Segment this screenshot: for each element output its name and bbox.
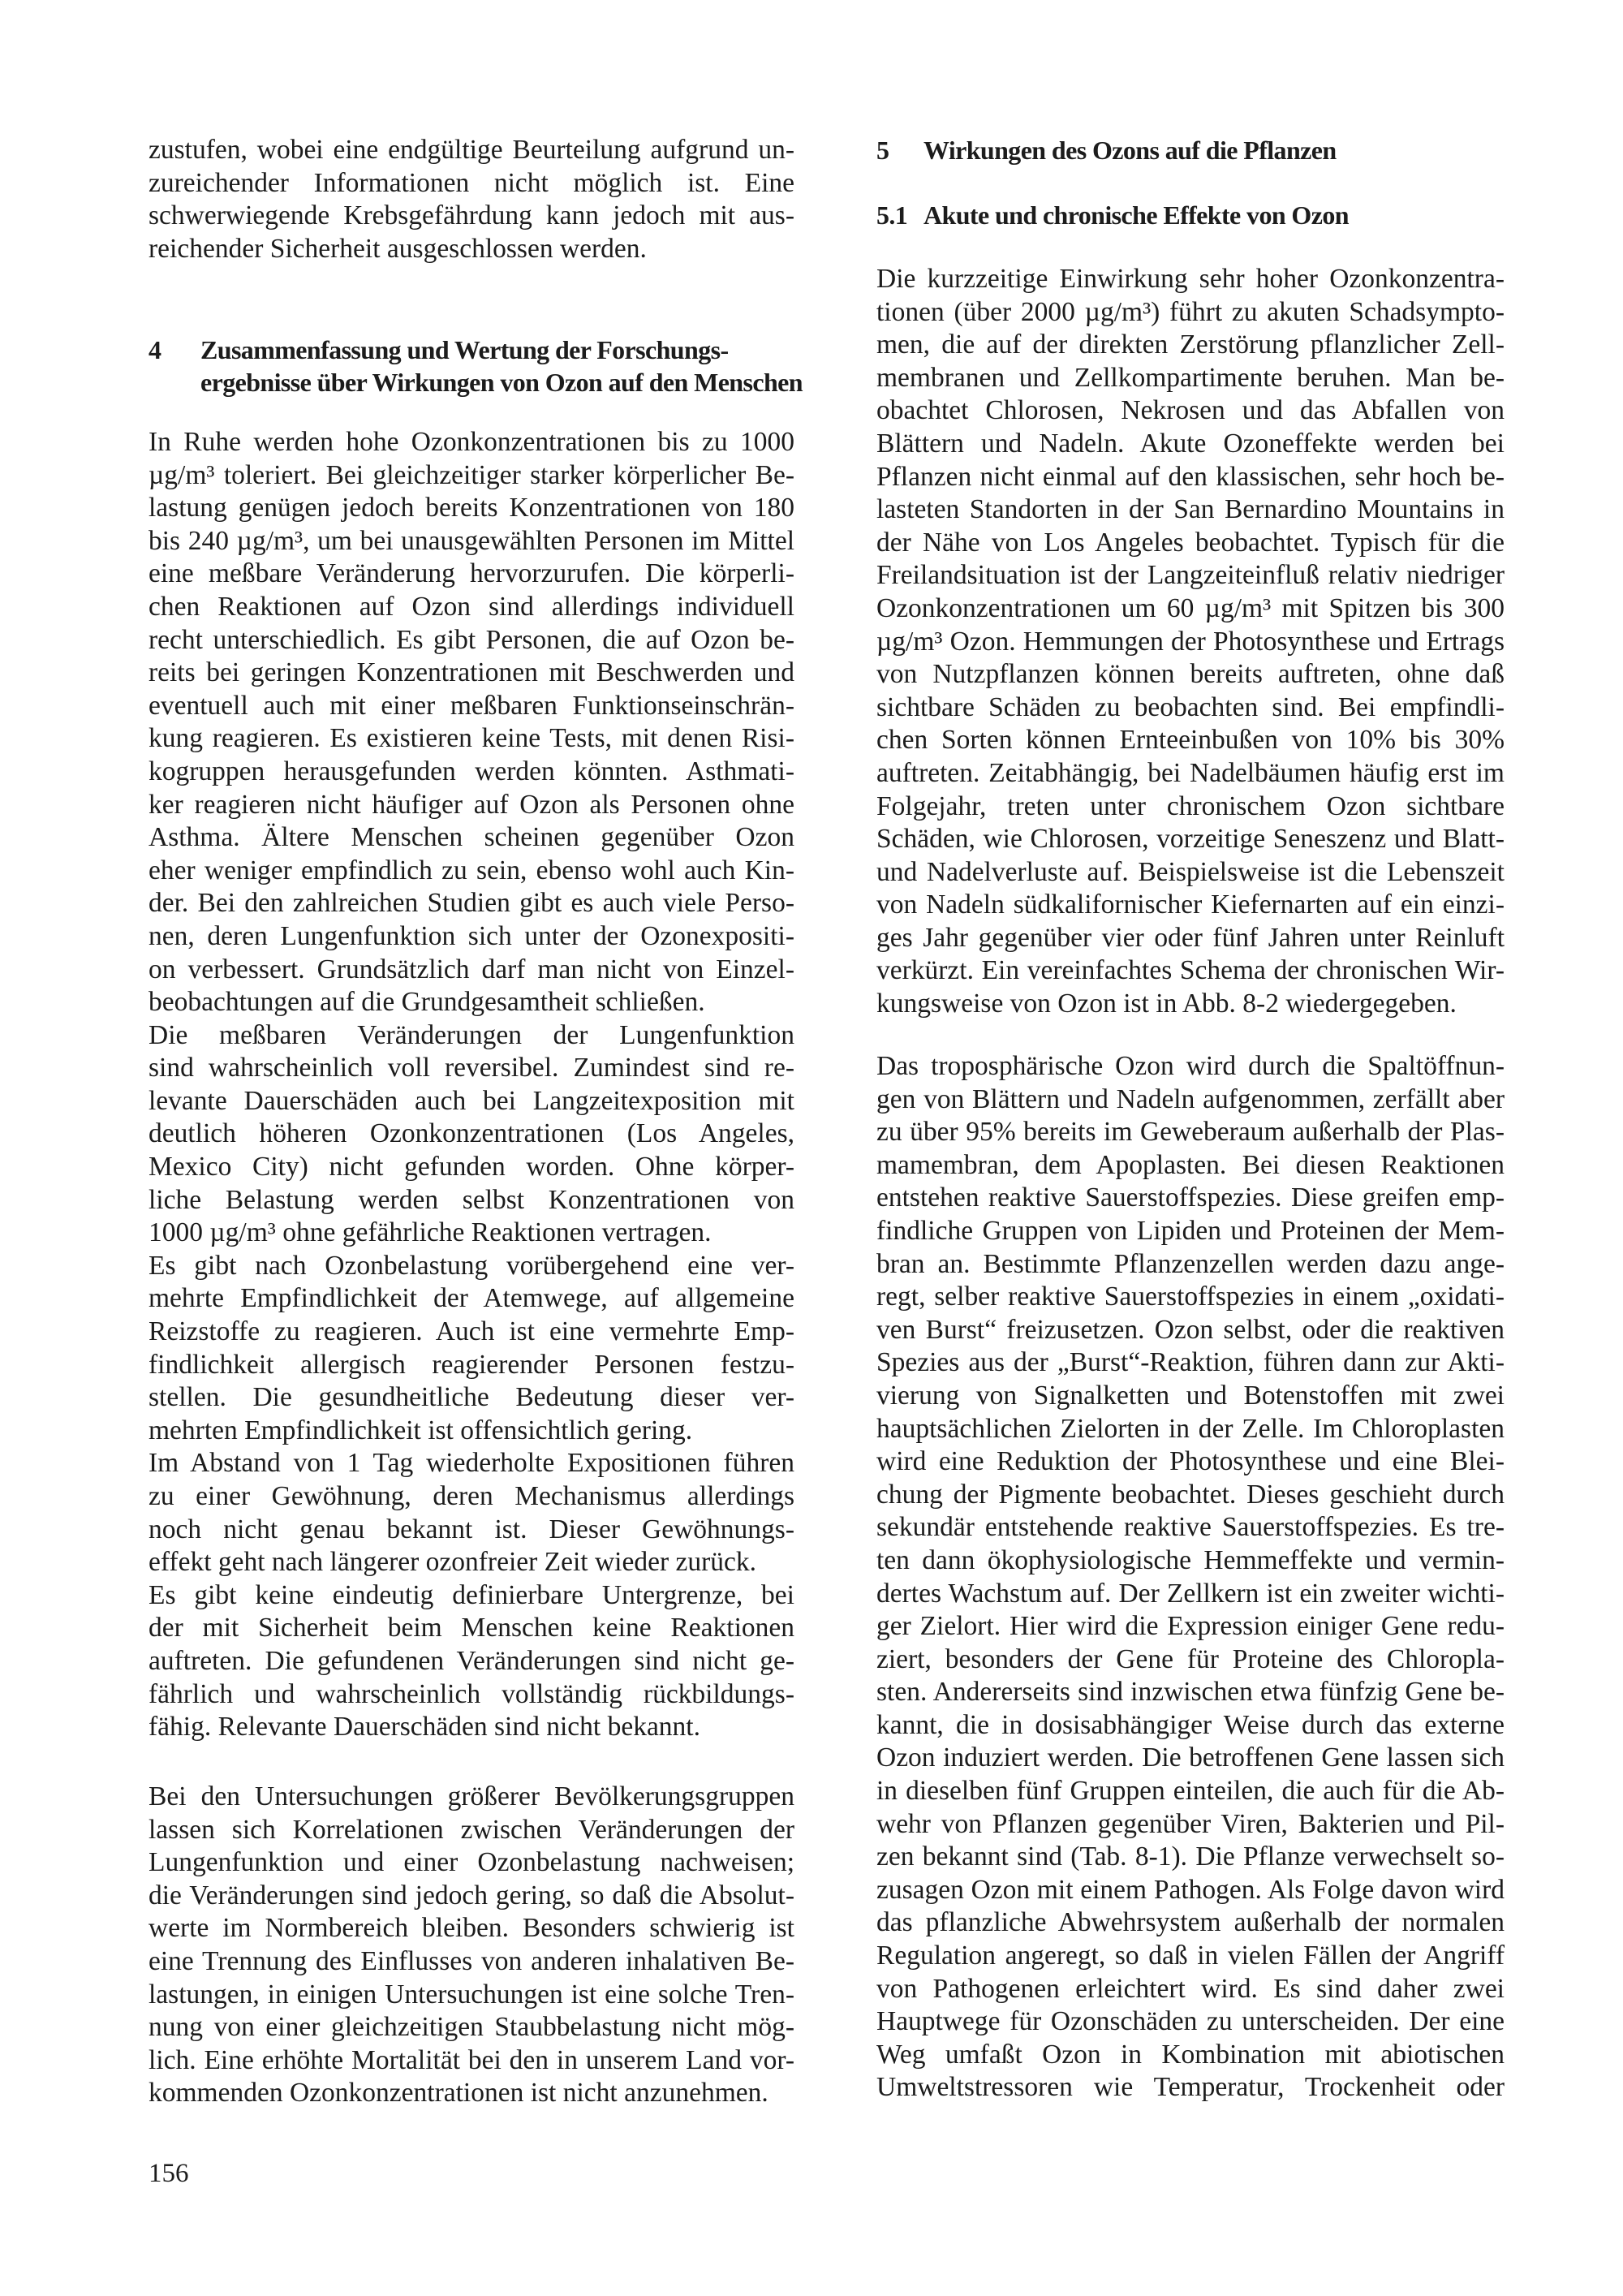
text-line: Hauptwege für Ozonschäden zu unterscheiden. Der eine: [876, 2006, 1505, 2037]
text-line: eine meßbare Veränderung hervorzurufen. Die körperli-: [149, 558, 794, 589]
text-line: zustufen, wobei eine endgültige Beurteilung aufgrund un-: [149, 135, 794, 165]
text-line: chen Reaktionen auf Ozon sind allerdings individuell: [149, 591, 794, 622]
left-intro-paragraph: [149, 134, 794, 265]
text-line: fährlich und wahrscheinlich vollständig rückbildungs-: [149, 1678, 794, 1709]
text-line: gen von Blättern und Nadeln aufgenommen, zerfällt aber: [876, 1083, 1505, 1114]
text-line: von Nutzpflanzen können bereits auftreten, ohne daß: [876, 659, 1505, 690]
left-body-text: [149, 426, 794, 1744]
text-line: der Nähe von Los Angeles beobachtet. Typisch für die: [876, 527, 1505, 558]
text-line: ges Jahr gegenüber vier oder fünf Jahren unter Reinluft: [876, 922, 1505, 953]
right-paragraph-1: [876, 263, 1505, 1021]
text-line: Es gibt keine eindeutig definierbare Untergrenze, bei: [149, 1579, 794, 1610]
text-line: kung reagieren. Es existieren keine Tests, mit denen Risi-: [149, 723, 794, 754]
text-line: lasteten Standorten in der San Bernardino Mountains in: [876, 494, 1505, 525]
text-line: wird eine Reduktion der Photosynthese und eine Blei-: [876, 1446, 1505, 1477]
text-line: reits bei geringen Konzentrationen mit Beschwerden und: [149, 657, 794, 688]
text-line: kungsweise von Ozon ist in Abb. 8-2 wiedergegeben.: [876, 989, 1457, 1019]
text-line: Spezies aus der „Burst“-Reaktion, führen dann zur Akti-: [876, 1347, 1505, 1378]
text-line: deutlich höheren Ozonkonzentrationen (Los Angeles,: [149, 1118, 794, 1149]
text-line: ven Burst“ freizusetzen. Ozon selbst, oder die reaktiven: [876, 1314, 1505, 1345]
text-line: schwerwiegende Krebsgefährdung kann jedoch mit aus-: [149, 200, 794, 231]
text-line: und Nadelverluste auf. Beispielsweise ist die Lebenszeit: [876, 856, 1505, 887]
text-line: zen bekannt sind (Tab. 8-1). Die Pflanze verwechselt so-: [876, 1842, 1505, 1872]
heading-line: Zusammenfassung und Wertung der Forschungs-: [200, 335, 729, 364]
text-line: findlichkeit allergisch reagierender Personen festzu-: [149, 1349, 794, 1380]
text-line: Blättern und Nadeln. Akute Ozoneffekte werden bei: [876, 428, 1505, 459]
text-line: zu einer Gewöhnung, deren Mechanismus allerdings: [149, 1481, 794, 1511]
text-line: von Pathogenen erleichtert wird. Es sind daher zwei: [876, 1973, 1505, 2004]
text-line: verkürzt. Ein vereinfachtes Schema der chronischen Wir-: [876, 955, 1505, 986]
text-line: ten dann ökophysiologische Hemmeffekte und vermin-: [876, 1544, 1505, 1575]
text-line: men, die auf der direkten Zerstörung pflanzlicher Zell-: [876, 330, 1505, 360]
heading-line: ergebnisse über Wirkungen von Ozon auf den Menschen: [200, 368, 803, 397]
text-line: regt, selber reaktive Sauerstoffspezies in einem „oxidati-: [876, 1282, 1505, 1312]
text-line: sten. Andererseits sind inzwischen etwa fünfzig Gene be-: [876, 1677, 1505, 1708]
text-line: fähig. Relevante Dauerschäden sind nicht bekannt.: [149, 1712, 700, 1742]
text-line: mehrten Empfindlichkeit ist offensichtlich gering.: [149, 1415, 693, 1445]
text-line: Freilandsituation ist der Langzeiteinfluß relativ niedriger: [876, 560, 1505, 591]
text-line: die Veränderungen sind jedoch gering, so daß die Absolut-: [149, 1880, 794, 1910]
text-line: bis 240 µg/m³, um bei unausgewählten Personen im Mittel: [149, 525, 794, 556]
text-line: der mit Sicherheit beim Menschen keine Reaktionen: [149, 1613, 794, 1643]
text-line: das pflanzliche Abwehrsystem außerhalb der normalen: [876, 1907, 1505, 1938]
text-line: nung von einer gleichzeitigen Staubbelastung nicht mög-: [149, 2012, 794, 2043]
text-line: µg/m³ Ozon. Hemmungen der Photosynthese und Ertrags: [876, 626, 1505, 657]
text-line: werte im Normbereich bleiben. Besonders schwierig ist: [149, 1913, 794, 1944]
text-line: lastungen, in einigen Untersuchungen ist eine solche Tren-: [149, 1979, 794, 2010]
text-line: bran an. Bestimmte Pflanzenzellen werden dazu ange-: [876, 1248, 1505, 1279]
section-5-heading: [876, 134, 1505, 166]
section-number: 5.1: [876, 200, 908, 230]
text-line: zu über 95% bereits im Geweberaum außerhalb der Plas-: [876, 1117, 1505, 1148]
text-line: tionen (über 2000 µg/m³) führt zu akuten Schadsympto-: [876, 296, 1505, 327]
text-line: lassen sich Korrelationen zwischen Veränderungen der: [149, 1814, 794, 1845]
text-line: in dieselben fünf Gruppen einteilen, die auch für die Ab-: [876, 1776, 1505, 1807]
text-line: Umweltstressoren wie Temperatur, Trockenheit oder: [876, 2072, 1505, 2103]
text-line: Es gibt nach Ozonbelastung vorübergehend eine ver-: [149, 1250, 794, 1281]
text-line: Die meßbaren Veränderungen der Lungenfunktion: [149, 1019, 794, 1050]
text-line: mamembran, dem Apoplasten. Bei diesen Reaktionen: [876, 1149, 1505, 1180]
text-line: vierung von Signalketten und Botenstoffen mit zwei: [876, 1380, 1505, 1411]
text-line: Das troposphärische Ozon wird durch die Spaltöffnun-: [876, 1051, 1505, 1081]
text-line: von Nadeln südkalifornischer Kiefernarten auf ein einzi-: [876, 890, 1505, 920]
text-line: obachtet Chlorosen, Nekrosen und das Abfallen von: [876, 395, 1505, 426]
text-line: Im Abstand von 1 Tag wiederholte Expositionen führen: [149, 1448, 794, 1479]
section-number: 5: [876, 136, 889, 165]
paragraph: [149, 1579, 794, 1744]
paragraph: [149, 1019, 794, 1250]
text-line: Asthma. Ältere Menschen scheinen gegenüber Ozon: [149, 822, 794, 853]
page-number: 156: [149, 2159, 189, 2188]
text-line: eher weniger empfindlich zu sein, ebenso wohl auch Kin-: [149, 855, 794, 885]
section-number: 4: [149, 335, 161, 364]
text-line: auftreten. Die gefundenen Veränderungen sind nicht ge-: [149, 1645, 794, 1676]
text-line: sichtbare Schäden zu beobachten sind. Bei empfindli-: [876, 691, 1505, 722]
text-line: eventuell auch mit einer meßbaren Funktionseinschrän-: [149, 690, 794, 721]
text-line: chung der Pigmente beobachtet. Dieses geschieht durch: [876, 1479, 1505, 1510]
section-5-1-heading: [876, 199, 1505, 231]
text-line: sekundär entstehende reaktive Sauerstoffspezies. Es tre-: [876, 1512, 1505, 1543]
text-line: auftreten. Zeitabhängig, bei Nadelbäumen häufig erst im: [876, 757, 1505, 788]
text-line: Bei den Untersuchungen größerer Bevölkerungsgruppen: [149, 1781, 794, 1811]
text-line: dertes Wachstum auf. Der Zellkern ist ein zweiter wichti-: [876, 1578, 1505, 1609]
text-line: Folgejahr, treten unter chronischem Ozon sichtbare: [876, 790, 1505, 821]
text-line: µg/m³ toleriert. Bei gleichzeitiger starker körperlicher Be-: [149, 459, 794, 490]
paragraph: [149, 1447, 794, 1579]
text-line: zusagen Ozon mit einem Pathogen. Als Folge davon wird: [876, 1874, 1505, 1905]
text-line: reichender Sicherheit ausgeschlossen werden.: [149, 233, 647, 264]
text-line: on verbessert. Grundsätzlich darf man nicht von Einzel-: [149, 954, 794, 984]
text-line: Pflanzen nicht einmal auf den klassischen, sehr hoch be-: [876, 461, 1505, 492]
text-line: ker reagieren nicht häufiger auf Ozon als Personen ohne: [149, 789, 794, 820]
text-line: hauptsächlichen Zielorten in der Zelle. Im Chloroplasten: [876, 1413, 1505, 1444]
text-line: In Ruhe werden hohe Ozonkonzentrationen bis zu 1000: [149, 427, 794, 457]
text-line: Ozonkonzentrationen um 60 µg/m³ mit Spitzen bis 300: [876, 592, 1505, 623]
text-line: Weg umfaßt Ozon in Kombination mit abiotischen: [876, 2039, 1505, 2070]
section-4-heading: [149, 334, 803, 398]
text-line: kogruppen herausgefunden werden könnten. Asthmati-: [149, 756, 794, 786]
text-line: sind wahrscheinlich voll reversibel. Zumindest sind re-: [149, 1053, 794, 1083]
paragraph: [149, 426, 794, 1019]
text-line: noch nicht genau bekannt ist. Dieser Gewöhnungs-: [149, 1514, 794, 1544]
text-line: levante Dauerschäden auch bei Langzeitexposition mit: [149, 1085, 794, 1116]
text-line: ger Zielort. Hier wird die Expression einiger Gene redu-: [876, 1611, 1505, 1642]
text-line: membranen und Zellkompartimente beruhen. Man be-: [876, 362, 1505, 393]
text-line: findliche Gruppen von Lipiden und Proteinen der Mem-: [876, 1215, 1505, 1246]
text-line: lastung genügen jedoch bereits Konzentrationen von 180: [149, 493, 794, 523]
text-line: chen Sorten können Ernteeinbußen von 10% bis 30%: [876, 725, 1505, 756]
text-line: effekt geht nach längerer ozonfreier Zeit wieder zurück.: [149, 1547, 757, 1578]
text-line: wehr von Pflanzen gegenüber Viren, Bakterien und Pil-: [876, 1808, 1505, 1839]
text-line: nen, deren Lungenfunktion sich unter der Ozonexpositi-: [149, 920, 794, 951]
text-line: Reizstoffe zu reagieren. Auch ist eine vermehrte Emp-: [149, 1316, 794, 1347]
left-closing-paragraph: [149, 1781, 794, 2110]
text-line: kannt, die in dosisabhängiger Weise durch das externe: [876, 1709, 1505, 1740]
text-line: lich. Eine erhöhte Mortalität bei den in unserem Land vor-: [149, 2044, 794, 2075]
right-paragraph-2: [876, 1050, 1505, 2104]
text-line: Ozon induziert werden. Die betroffenen Gene lassen sich: [876, 1742, 1505, 1773]
text-line: 1000 µg/m³ ohne gefährliche Reaktionen vertragen.: [149, 1217, 712, 1248]
text-line: liche Belastung werden selbst Konzentrationen von: [149, 1184, 794, 1215]
text-line: ziert, besonders der Gene für Proteine des Chloropla-: [876, 1643, 1505, 1674]
text-line: Die kurzzeitige Einwirkung sehr hoher Ozonkonzentra-: [876, 264, 1505, 294]
text-line: kommenden Ozonkonzentrationen ist nicht anzunehmen.: [149, 2078, 768, 2109]
text-line: stellen. Die gesundheitliche Bedeutung dieser ver-: [149, 1382, 794, 1413]
text-line: Schäden, wie Chlorosen, vorzeitige Seneszenz und Blatt-: [876, 824, 1505, 855]
paragraph: [149, 1250, 794, 1448]
heading-text: Akute und chronische Effekte von Ozon: [923, 200, 1349, 230]
text-line: Lungenfunktion und einer Ozonbelastung nachweisen;: [149, 1847, 794, 1878]
text-line: entstehen reaktive Sauerstoffspezies. Diese greifen emp-: [876, 1182, 1505, 1213]
heading-text: Wirkungen des Ozons auf die Pflanzen: [923, 136, 1337, 165]
text-line: recht unterschiedlich. Es gibt Personen, die auf Ozon be-: [149, 624, 794, 655]
text-line: zureichender Informationen nicht möglich ist. Eine: [149, 167, 794, 198]
text-line: der. Bei den zahlreichen Studien gibt es auch viele Perso-: [149, 888, 794, 919]
text-line: eine Trennung des Einflusses von anderen inhalativen Be-: [149, 1945, 794, 1976]
text-line: Regulation angeregt, so daß in vielen Fällen der Angriff: [876, 1941, 1505, 1971]
text-line: mehrte Empfindlichkeit der Atemwege, auf allgemeine: [149, 1283, 794, 1314]
text-line: Mexico City) nicht gefunden worden. Ohne körper-: [149, 1152, 794, 1182]
text-line: beobachtungen auf die Grundgesamtheit schließen.: [149, 987, 705, 1018]
